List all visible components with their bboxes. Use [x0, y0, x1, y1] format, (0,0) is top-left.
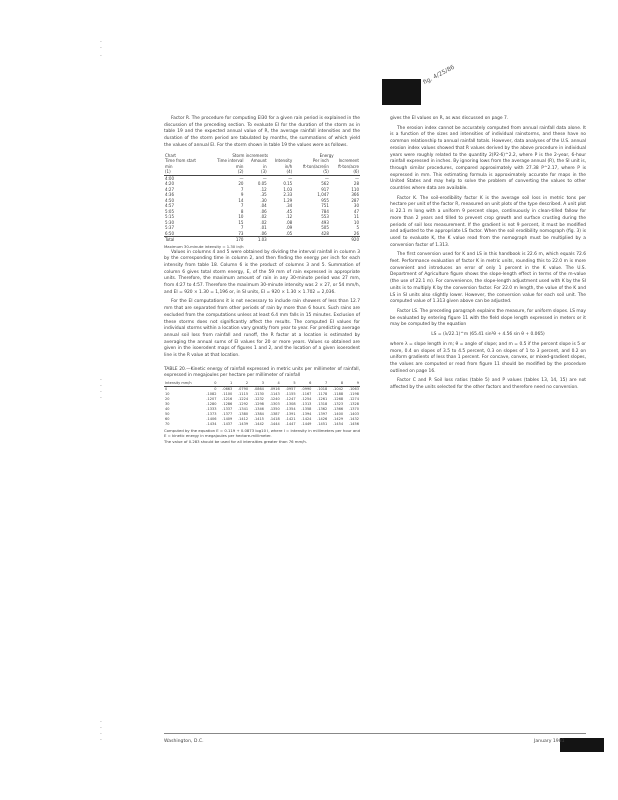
table-cell: .02 [260, 219, 267, 225]
table-cell: .0957 [285, 386, 296, 391]
table-20-header-cell: 3 [249, 381, 265, 387]
table-cell: .1268 [333, 396, 344, 401]
table-cell: .0663 [222, 386, 233, 391]
t20-note-1: Computed by the equation E = 0.119 + 0.0873 log10 I, where I = intensity in millimeters per hour and E = kinetic energy in megajoules per hectare-millimeter. [164, 427, 360, 438]
table-cell: .45 [285, 208, 293, 214]
table-cell: .1341 [238, 406, 249, 411]
table-cell: 0.05 [257, 181, 267, 187]
right-column [390, 116, 586, 395]
table-cell: .1155 [285, 391, 296, 396]
table-20-header-cell: 2 [233, 381, 249, 387]
table-cell: — [324, 175, 329, 181]
table-cell: 917 [321, 186, 329, 192]
paragraph-factor-ls: Factor LS. The preceding paragraph explains the measure, for uniform slopes. LS may be evaluated by entering figure 11 with the field slope length expressed in meters or it may be computed by the equation [390, 308, 586, 328]
table-cell: 5:37 [165, 225, 174, 231]
table-cell: 5:05 [165, 208, 174, 214]
table-cell: .1018 [317, 386, 328, 391]
t19-head-intensity: Intensity [274, 158, 293, 164]
table-cell: 1.29 [283, 197, 293, 203]
t19-group-increments: Storm increments [232, 152, 269, 158]
t19-head-amount: Amount [251, 158, 267, 164]
table-cell: .1391 [285, 411, 296, 416]
table-cell: .1216 [222, 396, 233, 401]
table-20-body [164, 386, 360, 427]
table-cell: 10 [165, 391, 170, 396]
table-cell: 70 [165, 421, 170, 426]
table-cell: .1082 [206, 391, 217, 396]
table-cell: 6:50 [165, 230, 174, 236]
table-cell: .1115 [238, 391, 249, 396]
table-cell: .1298 [253, 401, 264, 406]
table-cell: 553 [321, 214, 329, 220]
table-cell: .1366 [333, 406, 344, 411]
table-20-header-cell: 1 [217, 381, 233, 387]
t19-group-energy: Energy [319, 152, 334, 158]
table-cell: 28 [353, 181, 359, 187]
t19-unit: in [263, 163, 267, 169]
table-cell: 110 [351, 186, 359, 192]
table-cell: .1354 [285, 406, 296, 411]
table-cell: .1063 [348, 386, 359, 391]
table-cell: .02 [260, 214, 267, 220]
table-cell: 1.03 [283, 186, 293, 192]
table-cell: 20 [165, 396, 170, 401]
table-cell: .1424 [301, 416, 312, 421]
table-20-caption: TABLE 20.—Kinetic energy of rainfall expressed in metric units per millimeter of rainfall, expressed in megajoules per hectare per millimeter of rainfall [164, 366, 360, 378]
paragraph-values: Values in columns 4 and 5 were obtained by dividing the interval rainfall in column 3 by the corresponding time in column 2, and then finding the energy per inch for each intensity from table 18. Column 6 is the product of columns 3 and 5. Summation of column 6 gives total storm energy, E, of the 59 mm of rain expressed in appropriate units. Therefore, the maximum amount of rain in any 30-minute period was 27 mm, from 4:27 to 4:57. Therefore the maximum 30-minute intensity was 2 × 27, or 54 mm/h, and EI = 920 × 1.30 = 1,196 or, in SI units, EI = 920 × 1.30 × 1.702 = 2,036. [164, 249, 360, 295]
ls-equation: LS = (λ/22.1)^m (65.41 sin²θ + 4.56 sin θ + 0.065) [431, 332, 545, 338]
table-cell: .1167 [301, 391, 312, 396]
table-cell: .12 [285, 214, 293, 220]
table-cell: 493 [321, 219, 329, 225]
table-cell: 47 [353, 208, 359, 214]
table-cell: 955 [321, 197, 329, 203]
table-cell: 1,047 [317, 192, 329, 198]
table-cell: .06 [260, 208, 267, 214]
table-cell: .1232 [253, 396, 264, 401]
table-cell: .1100 [222, 391, 233, 396]
table-cell: .1254 [301, 396, 312, 401]
table-cell: .1454 [333, 421, 344, 426]
table-cell: 30 [353, 203, 359, 209]
table-cell: .34 [285, 203, 293, 209]
table-cell: .04 [260, 203, 267, 209]
table-cell: .1303 [269, 401, 280, 406]
table-cell: 4:36 [165, 192, 174, 198]
top-thumb-tab [382, 79, 421, 105]
table-cell: .1442 [253, 421, 264, 426]
table-cell: .1377 [222, 411, 233, 416]
table-cell: .0990 [301, 386, 312, 391]
t19-head-per-inch: Per inch [312, 158, 329, 164]
table-cell: .06 [260, 230, 267, 236]
table-cell: .1373 [206, 411, 217, 416]
paragraph-factor-k: Factor K. The soil-erodibility factor K is the average soil loss in metric tons per hectare per unit of the factor R, measured on unit plots of the type described. A unit plot is 22.1 m long with a uniform 9 percent slope, continuously in clean-tilled fallow for more than 2 years and tilled to prevent crop growth and surface crusting during the periods of soil loss measurement. If the gradient is not 9 percent, it must be modified and adjusted to the appropriate LS factor. When the soil erodibility nomograph (fig. 3) is used to evaluate K, the K value read from the nomograph must be multiplied by a conversion factor of 1.313. [390, 195, 586, 248]
t19-unit: min [235, 163, 244, 169]
table-cell: .1261 [317, 396, 328, 401]
table-cell: .1380 [238, 411, 249, 416]
t19-col-num: (5) [293, 169, 330, 175]
table-cell: .09 [285, 225, 293, 231]
table-cell: .01 [260, 225, 267, 231]
table-cell: .1362 [317, 406, 328, 411]
table-cell: .1394 [301, 411, 312, 416]
table-cell: — [288, 175, 293, 181]
table-20-header-cell: 5 [281, 381, 297, 387]
table-cell: .1318 [317, 401, 328, 406]
t19-total-depth: 1.03 [244, 237, 267, 243]
table-19-storm-energy [164, 153, 360, 243]
table-cell: .1406 [206, 416, 217, 421]
table-cell: 7 [240, 186, 244, 192]
footer-right-text: January 1981 [534, 739, 565, 744]
paragraph-where: where λ = slope length in m; θ = angle of slope; and m = 0.5 if the percent slope is 5 or more, 0.4 on slopes of 3.5 to 4.5 percent, 0.3 on slopes of 1 to 3 percent, and 0.2 on uniform gradients of less than 1 percent. For concave, convex, or mixed-gradient slopes, the values are computed or read from figure 11 should be modified by the procedure outlined on page 16. [390, 341, 586, 374]
table-cell: .08 [285, 219, 293, 225]
table-cell: .1188 [333, 391, 344, 396]
table-cell: 428 [321, 230, 329, 236]
table-cell: .1439 [238, 421, 249, 426]
t20-note-2: The value of 0.283 should be used for all intensities greater than 76 mm/h. [164, 438, 308, 444]
table-cell: 20 [238, 181, 244, 187]
table-cell: — [355, 175, 359, 181]
footer-left-text: Washington, D.C. [164, 739, 204, 744]
table-cell: .1387 [269, 411, 280, 416]
table-cell: .1042 [333, 386, 344, 391]
table-cell: 8 [240, 208, 244, 214]
table-cell: .1240 [269, 396, 280, 401]
table-cell: .1292 [238, 401, 249, 406]
table-cell: .1421 [285, 416, 296, 421]
table-cell: 30 [165, 401, 170, 406]
table-cell: .1456 [348, 421, 359, 426]
t19-total-label: Total [164, 237, 207, 243]
table-cell: 0 [165, 386, 168, 391]
table-cell: .1350 [269, 406, 280, 411]
table-cell: .1426 [317, 416, 328, 421]
table-cell: .1178 [317, 391, 328, 396]
table-cell: 4:57 [165, 203, 174, 209]
table-cell: .1280 [206, 401, 217, 406]
table-cell: .1286 [222, 401, 233, 406]
table-cell: 5 [356, 225, 359, 231]
table-cell: 366 [351, 192, 359, 198]
table-cell: .1337 [222, 406, 233, 411]
margin-punch-marks-middle: · · · · [100, 377, 102, 402]
t19-total-energy: 920 [330, 237, 360, 243]
table-cell: 562 [321, 181, 329, 187]
table-cell: .12 [260, 186, 267, 192]
table-cell: 10 [353, 219, 359, 225]
table-cell: .1308 [285, 401, 296, 406]
margin-punch-marks-bottom: · · · · [100, 719, 102, 744]
table-cell: .0916 [269, 386, 280, 391]
t19-col-num: (2) [207, 169, 244, 175]
paragraph-factor-r: Factor R. The procedure for computing EI30 for a given rain period is explained in the discussion of the preceding section. To evaluate EI for the duration of the storm as in table 19 and the expected annual value of R, the average rainfall intensities and the duration of the storm period are tabulated by months, the summations of which yield the values of annual El. For the storm shown in table 19 the values were as follows. [164, 116, 360, 148]
t19-unit: min [165, 163, 173, 169]
table-20-header-cell: Intensity mm/h [164, 381, 202, 387]
table-cell: — [239, 175, 244, 181]
t19-unit: in/h [284, 163, 293, 169]
table-cell: 751 [321, 203, 329, 209]
table-cell: .1409 [222, 416, 233, 421]
table-cell: 4:27 [165, 186, 174, 192]
t19-col-num: (6) [330, 169, 360, 175]
footer-rule [164, 733, 586, 734]
table-20-kinetic-energy [164, 381, 360, 427]
t19-unit: ft-ton/acre/in [302, 163, 329, 169]
table-cell: .1198 [348, 391, 359, 396]
table-cell: .1130 [253, 391, 264, 396]
paragraph-erosion-index: The erosion index cannot be accurately computed from annual rainfall data alone. It is a function of the sizes and intensities of individual rainstorms, and these have no common relationship to annual rainfall totals. However, data analyses of the U.S. annual erosion index values showed that R values derived by the above procedure in individual years were roughly related to the quantity 2(P2-6)^2.2, where P is the 2-year, 6-hour rainfall expressed in inches. By ignoring lows from the average annual (R), the SI unit is, through similar procedures, compared approximately with 27.38 P^2.17, where P is expressed in mm. This estimating formula is approximately accurate for maps in the United States and may help to solve the problem of converting the values to other countries where data are available. [390, 125, 586, 192]
table-cell: .1415 [253, 416, 264, 421]
table-cell: 0.15 [283, 181, 293, 187]
table-cell: .1313 [301, 401, 312, 406]
table-cell: .1346 [253, 406, 264, 411]
table-cell: .1432 [348, 416, 359, 421]
table-cell: 7 [240, 225, 244, 231]
table-cell: 2.33 [283, 192, 293, 198]
t19-head-time: Time from start [165, 158, 196, 164]
table-cell: .1384 [253, 411, 264, 416]
table-cell: 11 [353, 214, 359, 220]
margin-punch-marks-top: · · . [100, 39, 102, 58]
left-column [164, 116, 360, 445]
handwritten-corner-mark: fig. 4/25/86 [422, 63, 456, 87]
table-cell: .1444 [269, 421, 280, 426]
table-cell: .30 [260, 197, 267, 203]
table-cell: .0790 [238, 386, 249, 391]
table-cell: 0 [214, 386, 217, 391]
table-20-header-cell: 7 [312, 381, 328, 387]
table-cell: 287 [351, 197, 359, 203]
table-19-body [164, 175, 360, 237]
table-cell: .1412 [238, 416, 249, 421]
table-cell: .1207 [206, 396, 217, 401]
table-cell: 4:00 [165, 175, 174, 181]
table-cell: .1403 [348, 411, 359, 416]
table-cell: 60 [165, 416, 170, 421]
table-cell: 15 [238, 219, 244, 225]
table-cell: .1370 [348, 406, 359, 411]
t19-col-num: (4) [268, 169, 294, 175]
table-cell: .1274 [348, 396, 359, 401]
table-cell: .1451 [317, 421, 328, 426]
table-cell: .1434 [206, 421, 217, 426]
table-cell: .1429 [333, 416, 344, 421]
table-cell: .1400 [333, 411, 344, 416]
table-cell: 5:15 [165, 214, 174, 220]
table-cell: 4:50 [165, 197, 174, 203]
table-cell: 9 [240, 192, 244, 198]
table-cell: .1449 [301, 421, 312, 426]
t19-head-increment: Increment [338, 158, 359, 164]
table-cell: .05 [285, 230, 293, 236]
table-cell: .1224 [238, 396, 249, 401]
table-cell: 26 [353, 230, 359, 236]
table-cell: 5:30 [165, 219, 174, 225]
table-cell: .1447 [285, 421, 296, 426]
table-cell: .1418 [269, 416, 280, 421]
table-cell: 505 [321, 225, 329, 231]
table-20-header-cell: 4 [265, 381, 281, 387]
table-cell: — [262, 175, 267, 181]
paragraph-unit-plot: The first conversion used for K and LS in this handbook is 22.6 m, which equals 72.6 feet. Performance evaluation of factor K in metric units, rounding this to 22.0 m is more convenient and introduces an error of only 1 percent in the K value. The U.S. Department of Agriculture figure shows the slope-length effect in terms of the m-value (the use of 22.1 m). For convenience, the slope-length adjustment used with K by the SI units is to multiply K by the conversion factor. For 22.0 m length, the value of the K and LS in SI units also slightly lower. However, the conversion value for each soil unit. The computed value of 1.313 given above can be adjusted. [390, 252, 586, 305]
table-cell: .35 [260, 192, 267, 198]
t19-group-storm: Chart [165, 152, 176, 158]
table-cell: .0864 [253, 386, 264, 391]
table-cell: 784 [321, 208, 329, 214]
table-cell: 4:20 [165, 181, 174, 187]
table-20-header-cell: 0 [202, 381, 218, 387]
table-cell: 73 [238, 230, 244, 236]
table-cell: .1323 [333, 401, 344, 406]
table-cell: 7 [240, 203, 244, 209]
t19-col-num: (1) [164, 169, 207, 175]
t19-total-time: 170 [207, 237, 244, 243]
table-cell: 50 [165, 411, 170, 416]
t19-footnote: Maximum 30-minute intensity = 1.30 in/h [164, 243, 244, 249]
table-20-header-cell: 6 [297, 381, 313, 387]
table-cell: 14 [238, 197, 244, 203]
table-cell: 10 [238, 214, 244, 220]
t19-unit: ft-ton/acre [338, 163, 359, 169]
paragraph-factor-cp: Factor C and P. Soil loss ratios (table 5) and P values (tables 13, 14, 15) are not affected by the units selected for the other factors and therefore need no conversion. [390, 378, 586, 391]
paragraph-for-ei: For the EI computations it is not necessary to include rain showers of less than 12.7 mm that are separated from other periods of rain by more than 6 hours. Such rains are excluded from the computations unless at least 6.4 mm falls in 15 minutes. Exclusion of these storms does not significantly affect the results. The computed EI values for individual storms within a location vary greatly from year to year. For predicting average annual soil loss from rainfall and runoff, the R factor at a location is estimated by averaging the annual sums of EI values for 20 or more years. Values so obtained are given in the isoerodent maps of figures 1 and 2, and the location of a given isoerodent line is the R value at that location. [164, 299, 360, 359]
table-cell: .1333 [206, 406, 217, 411]
table-cell: .1143 [269, 391, 280, 396]
t19-col-num: (3) [244, 169, 267, 175]
t19-head-interval: Time interval [217, 158, 244, 164]
table-cell: 40 [165, 406, 170, 411]
table-cell: .1328 [348, 401, 359, 406]
table-cell: .1247 [285, 396, 296, 401]
bottom-thumb-tab [560, 738, 604, 752]
table-cell: .1437 [222, 421, 233, 426]
table-20-row [164, 422, 360, 427]
table-cell: .1397 [317, 411, 328, 416]
paragraph-continued: gives the EI values on R, as was discussed on page 7. [390, 116, 509, 121]
table-20-header-cell: 9 [344, 381, 360, 387]
table-20-header-cell: 8 [328, 381, 344, 387]
table-cell: .1358 [301, 406, 312, 411]
